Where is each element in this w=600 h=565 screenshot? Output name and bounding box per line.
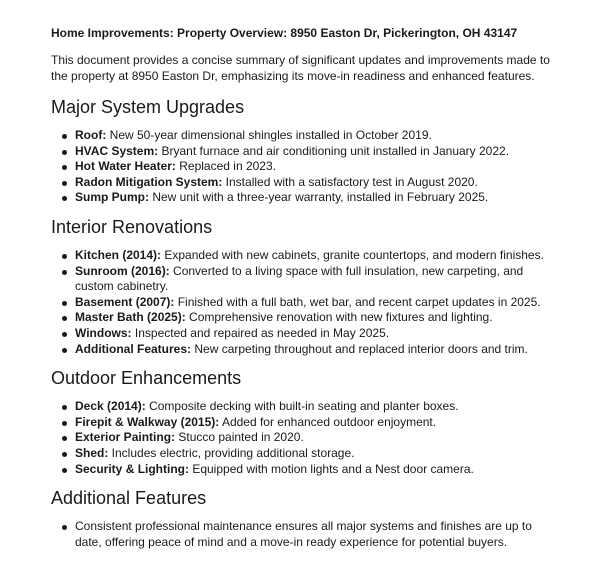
document-intro: This document provides a concise summary of significant updates and improvements made to the property at 8950 Easton Dr, emphasizing its move-in readiness and enhanced features. <box>51 53 550 83</box>
item-text: Added for enhanced outdoor enjoyment. <box>219 414 437 429</box>
item-term: Security & Lighting: <box>75 461 189 476</box>
list-item <box>75 248 551 264</box>
item-text: Comprehensive renovation with new fixtures and lighting. <box>185 310 493 325</box>
item-text: Consistent professional maintenance ensures all major systems and finishes are up to date, offering peace of mind and a move-in ready experience for potential buyers. <box>75 519 532 549</box>
section-heading-outdoor-enhancements: Outdoor Enhancements <box>51 368 242 389</box>
list-item <box>75 190 551 206</box>
list-major-system-upgrades <box>51 128 551 206</box>
list-item <box>75 295 551 311</box>
list-item <box>75 310 551 326</box>
list-item <box>75 159 551 175</box>
list-item <box>75 446 551 462</box>
section-heading-additional-features: Additional Features <box>51 488 207 509</box>
item-text: Inspected and repaired as needed in May 2025. <box>131 325 390 340</box>
item-text: Equipped with motion lights and a Nest door camera. <box>189 461 474 476</box>
item-text: Converted to a living space with full insulation, new carpeting, and custom cabinetry. <box>75 263 524 294</box>
item-text: Expanded with new cabinets, granite countertops, and modern finishes. <box>161 247 544 262</box>
list-item <box>75 128 551 144</box>
item-text: Finished with a full bath, wet bar, and recent carpet updates in 2025. <box>174 294 541 309</box>
list-item <box>75 264 551 295</box>
item-term: Radon Mitigation System: <box>75 174 223 189</box>
item-text: New unit with a three-year warranty, installed in February 2025. <box>149 190 489 205</box>
item-term: Hot Water Heater: <box>75 159 176 174</box>
item-term: Windows: <box>75 325 132 340</box>
list-outdoor-enhancements <box>51 399 551 477</box>
item-text: New 50-year dimensional shingles installed in October 2019. <box>106 128 432 142</box>
item-term: Firepit & Walkway (2015): <box>75 414 220 429</box>
item-term: Sunroom (2016): <box>75 263 170 278</box>
item-term: Additional Features: <box>75 341 192 356</box>
list-item <box>75 342 551 358</box>
item-term: Shed: <box>75 445 109 460</box>
item-term: Exterior Painting: <box>75 430 176 445</box>
section-heading-major-system-upgrades: Major System Upgrades <box>51 97 245 117</box>
document-page <box>51 26 551 560</box>
list-item <box>75 430 551 446</box>
list-item <box>75 144 551 160</box>
list-item <box>75 519 551 550</box>
item-text: Bryant furnace and air conditioning unit installed in January 2022. <box>158 143 510 158</box>
item-text: Includes electric, providing additional storage. <box>108 445 355 460</box>
item-term: Kitchen (2014): <box>75 247 162 262</box>
item-text: Replaced in 2023. <box>175 159 276 174</box>
list-item <box>75 399 551 415</box>
list-interior-renovations <box>51 248 551 357</box>
list-item <box>75 175 551 191</box>
document-title: Home Improvements: Property Overview: 8950 Easton Dr, Pickerington, OH 43147 <box>51 26 518 40</box>
list-item <box>75 326 551 342</box>
item-term: Deck (2014): <box>75 399 146 414</box>
item-term: Basement (2007): <box>75 294 175 309</box>
item-term: Roof: <box>75 128 107 142</box>
item-term: Sump Pump: <box>75 190 149 205</box>
item-term: HVAC System: <box>75 143 159 158</box>
section-heading-interior-renovations: Interior Renovations <box>51 216 213 237</box>
item-term: Master Bath (2025): <box>75 310 186 325</box>
item-text: New carpeting throughout and replaced interior doors and trim. <box>191 341 528 356</box>
list-item <box>75 415 551 431</box>
list-item <box>75 462 551 478</box>
item-text: Stucco painted in 2020. <box>175 430 304 445</box>
list-additional-features <box>51 519 551 550</box>
item-text: Installed with a satisfactory test in August 2020. <box>222 174 478 189</box>
item-text: Composite decking with built-in seating and planter boxes. <box>145 399 459 414</box>
